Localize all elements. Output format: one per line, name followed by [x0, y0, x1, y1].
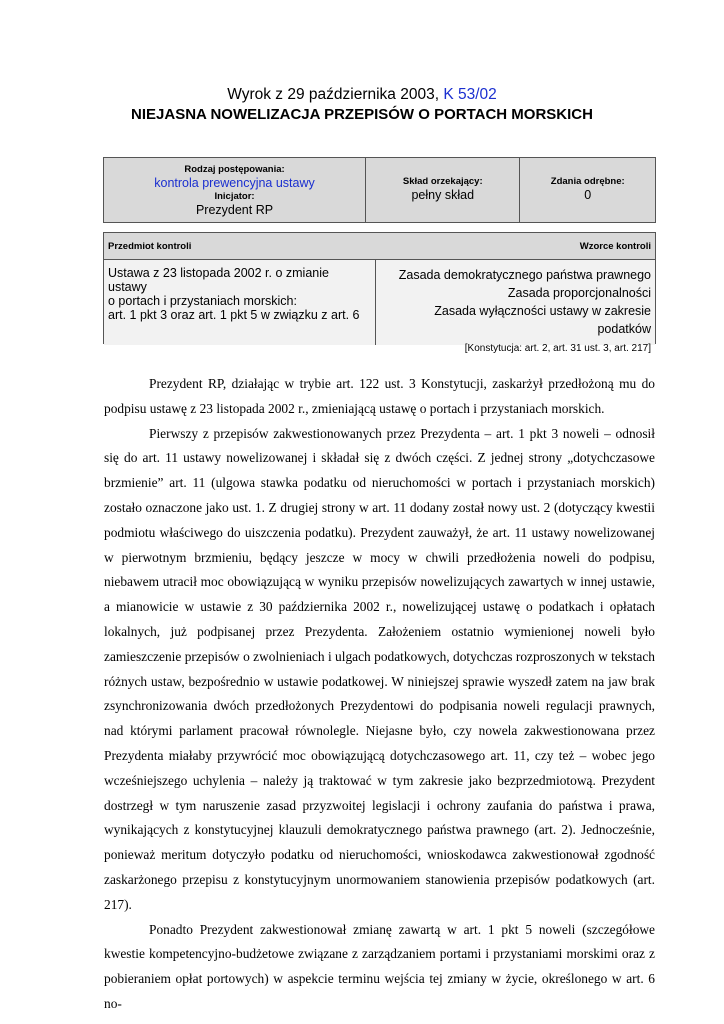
subject-line: o portach i przystaniach morskich: [108, 294, 297, 308]
subject-line: art. 1 pkt 3 oraz art. 1 pkt 5 w związku z art. 6 [108, 308, 360, 322]
control-table [103, 232, 656, 354]
dissent-label: Zdania odrębne: [550, 176, 625, 187]
procedure-cell [104, 158, 366, 222]
dissent-value: 0 [584, 188, 592, 202]
subject-cell [104, 260, 376, 345]
judgment-body [104, 372, 655, 1017]
standards-label: Wzorce kontroli [579, 241, 651, 252]
panel-cell [366, 158, 520, 222]
procedure-label: Rodzaj postępowania: [184, 164, 285, 175]
subject-line: Ustawa z 23 listopada 2002 r. o zmianie ustawy [108, 266, 329, 294]
panel-value: pełny skład [411, 188, 475, 202]
case-info-table [103, 157, 656, 223]
procedure-value[interactable]: kontrola prewencyjna ustawy [154, 176, 315, 190]
constitution-reference: [Konstytucja: art. 2, art. 31 ust. 3, art. 217] [464, 343, 651, 354]
body-paragraph: Prezydent RP, działając w trybie art. 122 ust. 3 Konstytucji, zaskarżył przedłożoną mu do podpisu ustawę z 23 listopada 2002 r., zmieniającą ustawę o portach i przystaniach morskich. [104, 376, 655, 416]
initiator-value: Prezydent RP [195, 203, 274, 217]
dissent-cell [520, 158, 655, 222]
standard-item: Zasada demokratycznego państwa prawnego [398, 268, 651, 282]
subject-label: Przedmiot kontroli [108, 241, 192, 252]
body-paragraph: Pierwszy z przepisów zakwestionowanych przez Prezydenta – art. 1 pkt 3 noweli – odnosił się do art. 11 ustawy nowelizowanej i składał się z dwóch części. Z jednej strony „dotychczasowe brzmienie” art. 11 (ulgowa stawka podatku od nieruchomości w portach i przystaniach morskich) zostało oznaczone jako ust. 1. Z drugiej strony w art. 11 dodany został nowy ust. 2 (dotyczący kwestii podmiotu właściwego do uiszczenia podatku). Prezydent zauważył, że art. 11 ustawy nowelizowanej w pierwotnym brzmieniu, będący jeszcze w mocy w chwili przedłożenia noweli do podpisu, niebawem utracił moc obowiązującą w wyniku przepisów nowelizujących zawartych w innej ustawie, a mianowicie w ustawie z 30 października 2002 r., nowelizującej ustawę o podatkach i opłatach lokalnych, już podpisanej przez Prezydenta. Założeniem ostatnio wymienionej noweli było zamieszczenie przepisów o zwolnieniach i ulgach podatkowych, dotychczas rozproszonych w tekstach różnych ustaw, bezpośrednio w ustawie podatkowej. W niniejszej sprawie wyszedł zatem na jaw brak zsynchronizowania dwóch przedłożonych Prezydentowi do podpisania noweli regulacji prawnych, nad którymi parlament pracował równolegle. Niejasne było, czy nowela zakwestionowana przez Prezydenta miałaby przywrócić moc obowiązującą dotychczasowego art. 11, czy też – wobec jego wcześniejszego uchylenia – należy ją traktować w tym zakresie jako bezprzedmiotową. Prezydent dostrzegł w tym naruszenie zasad przyzwoitej legislacji i ochrony zaufania do państwa i prawa, wynikających z konstytucyjnej klauzuli demokratycznego państwa prawnego (art. 2). Jednocześnie, ponieważ meritum dotyczyło podatku od nieruchomości, wnioskodawca zakwestionował zgodność zaskarżonego przepisu z konstytucyjnym unormowaniem stanowienia przepisów podatkowych (art. 217). [104, 425, 655, 912]
standard-item: Zasada wyłączności ustawy w zakresie podatków [434, 304, 651, 336]
judgment-title [0, 86, 724, 104]
control-table-header [104, 233, 655, 260]
standards-cell [376, 260, 655, 354]
judgment-date: Wyrok z 29 października 2003, [227, 86, 444, 103]
body-paragraph: Ponadto Prezydent zakwestionował zmianę zawartą w art. 1 pkt 5 noweli (szczegółowe kwestie kompetencyjno-budżetowe związane z zarządzaniem portami i przystaniami morskimi oraz z pobieraniem opłat portowych) w aspekcie terminu wejścia tej zmiany w życie, określonego w art. 6 no- [104, 921, 655, 1011]
initiator-label: Inicjator: [214, 191, 255, 202]
control-table-body [104, 260, 655, 354]
standard-item: Zasada proporcjonalności [507, 286, 651, 300]
panel-label: Skład orzekający: [402, 176, 483, 187]
judgment-subtitle: NIEJASNA NOWELIZACJA PRZEPISÓW O PORTACH MORSKICH [131, 106, 593, 123]
case-number-link[interactable]: K 53/02 [443, 86, 497, 103]
